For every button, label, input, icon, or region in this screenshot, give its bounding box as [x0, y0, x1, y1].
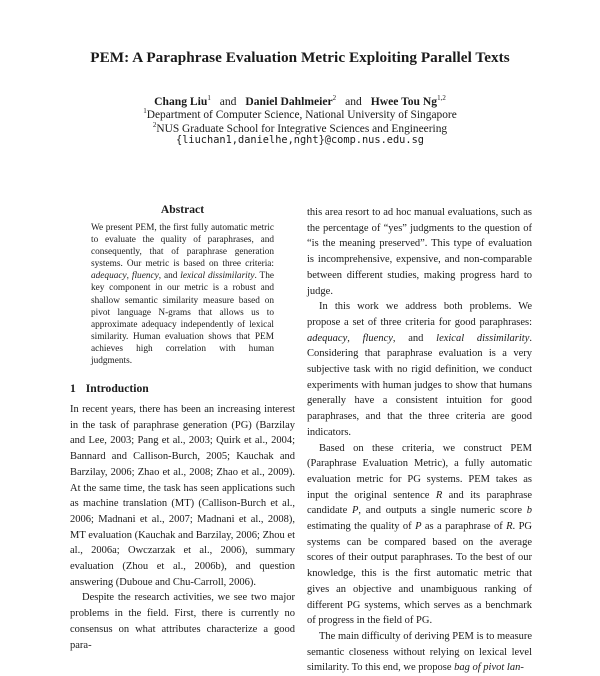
paragraph-text: . PG systems can be compared based on the average scores of their output paraphrases. To the best of our knowledge, this is the first automatic metric that gives an objective and unambiguous ranking of different PG systems, which serves as a benchmark of progress in the field of PG. — [307, 521, 532, 627]
author-separator: and — [345, 95, 362, 108]
paragraph: this area resort to ad hoc manual evaluations, such as the percentage of “yes” judgments to the question of “is the meaning preserved”. This type of evaluation is incomprehensive, expensive, and non-comparable between different studies, making progress hard to judge. — [307, 207, 532, 297]
math-variable: P — [415, 521, 422, 533]
paragraph-text: as a paraphrase of — [421, 521, 507, 533]
paragraph: In recent years, there has been an increasing interest in the task of paraphrase generation (PG) (Barzilay and Lee, 2003; Pang et al., 2003; Quirk et al., 2004; Bannard and Callison-Burch, 2005; Kauchak and Barzilay, 2006; Zhao et al., 2008; Zhao et al., 2009). At the same time, the task has seen applications such as machine translation (MT) (Callison-Burch et al., 2006; Madnani et al., 2007; Madnani et al., 2008), MT evaluation (Kauchak and Barzilay, 2006; Zhou et al., 2006a; Owczarzak et al., 2006), summary evaluation (Zhou et al., 2006b), and question answering (Duboue and Chu-Carroll, 2006). — [70, 404, 295, 588]
author-name: Chang Liu — [154, 95, 208, 108]
author-affiliation-mark: 2 — [332, 94, 337, 102]
abstract-heading: Abstract — [160, 203, 205, 216]
affiliation-text: NUS Graduate School for Integrative Sciences and Engineering — [156, 123, 448, 135]
math-variable: P — [352, 505, 359, 517]
paragraph-emphasis: fluency — [362, 332, 393, 344]
left-column — [70, 402, 295, 653]
paper-title: PEM: A Paraphrase Evaluation Metric Exploiting Parallel Texts — [90, 49, 510, 66]
paragraph-text: Based on these criteria, we construct PEM (Paraphrase Evaluation Metric), a fully automatic evaluation metric for PG systems. PEM takes as input the original sentence — [307, 442, 532, 501]
paragraph-text: estimating the quality of — [307, 521, 416, 533]
paragraph-text: , — [347, 332, 363, 344]
affiliation-line — [0, 107, 600, 121]
author-list — [0, 94, 600, 108]
abstract-emphasis: adequacy — [91, 271, 127, 282]
author-name: Hwee Tou Ng — [370, 95, 438, 108]
author-email: {liuchan1,danielhe,nght}@comp.nus.edu.sg — [176, 134, 424, 146]
paragraph-emphasis: lexical dissimilarity — [436, 332, 530, 344]
author-affiliation-mark: 1 — [207, 94, 211, 102]
section-title: Introduction — [85, 382, 149, 395]
abstract-text: . The key component in our metric is a robust and shallow semantic similarity measure based on pivot language N-grams that allows us to approximate adequacy independently of lexical similarity. Human evaluation shows that PEM achieves high correlation with human judgments. — [91, 271, 275, 367]
affiliation-text: Department of Computer Science, National University of Singapore — [146, 109, 457, 121]
section-number: 1 — [70, 382, 76, 395]
math-variable: R — [435, 489, 443, 501]
abstract-emphasis: fluency — [131, 271, 159, 282]
paragraph-emphasis: bag of pivot lan- — [454, 662, 524, 674]
right-column — [307, 205, 532, 676]
paragraph-text: , and outputs a single numeric score — [358, 505, 527, 517]
affiliation-mark: 1 — [143, 107, 147, 115]
paragraph-text: , and — [392, 332, 437, 344]
paragraph-text: In this work we address both problems. We propose a set of three criteria for good paraphrases: — [307, 301, 532, 328]
paragraph — [307, 629, 532, 676]
paragraph-text: . Considering that paraphrase evaluation is a very subjective task with no rigid definition, we conduct experiments with human judges to show that humans generally have a consistent intuition for good paraphrases, and that the three criteria are good indicators. — [307, 332, 532, 438]
paragraph-text: and its paraphrase candidate — [307, 489, 533, 517]
paragraph: Despite the research activities, we see two major problems in the field. First, there is currently no consensus on what attributes characterize a good para- — [70, 592, 295, 651]
math-variable: b — [526, 505, 532, 517]
author-separator: and — [219, 95, 237, 108]
abstract-body — [91, 222, 274, 367]
section-heading — [70, 382, 149, 395]
math-variable: R — [506, 521, 513, 533]
affiliation-mark: 2 — [152, 121, 157, 129]
paragraph-emphasis: adequacy — [307, 332, 348, 344]
paragraph — [307, 299, 532, 440]
paragraph — [307, 441, 532, 629]
abstract-text: , — [126, 271, 132, 282]
author-affiliation-mark: 1,2 — [437, 94, 446, 102]
paragraph-text: The main difficulty of deriving PEM is to measure semantic closeness without relying on lexical level similarity. To this end, we propose — [307, 630, 532, 674]
abstract-text: We present PEM, the first fully automatic metric to evaluate the quality of paraphrases, and consequently, that of paraphrase generation systems. Our metric is based on three criteria: — [91, 223, 274, 270]
abstract-text: , and — [158, 271, 181, 282]
author-name: Daniel Dahlmeier — [245, 95, 333, 108]
abstract-emphasis: lexical dissimilarity — [180, 271, 255, 282]
affiliation-line — [0, 121, 600, 135]
